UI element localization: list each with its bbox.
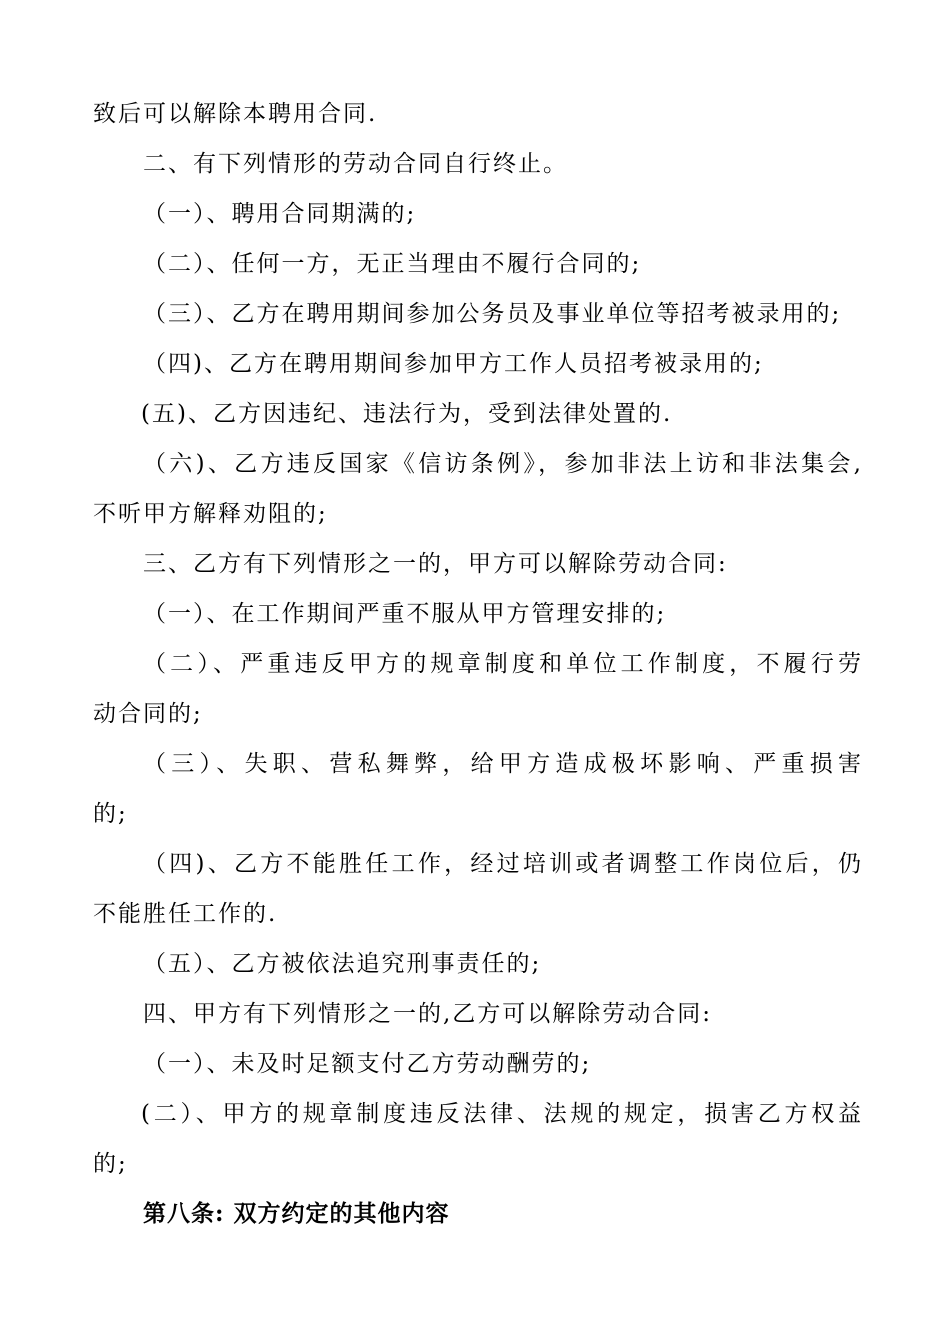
list-item: （三）、失职、营私舞弊，给甲方造成极坏影响、严重损害: [143, 751, 863, 777]
paragraph-line: 致后可以解除本聘用合同.: [93, 101, 378, 127]
list-item-continuation: 不能胜任工作的.: [93, 901, 278, 927]
section-heading-four: 四、甲方有下列情形之一的,乙方可以解除劳动合同:: [143, 1001, 713, 1027]
section-heading-two: 二、有下列情形的劳动合同自行终止。: [143, 151, 568, 177]
list-item: (五)、乙方因违纪、违法行为，受到法律处置的.: [141, 401, 673, 427]
list-item: （四)、乙方不能胜任工作，经过培训或者调整工作岗位后，仍: [143, 851, 863, 877]
list-item-continuation: 不听甲方解释劝阻的;: [93, 501, 328, 527]
list-item-continuation: 动合同的;: [93, 701, 203, 727]
list-item: （三）、乙方在聘用期间参加公务员及事业单位等招考被录用的;: [143, 301, 842, 327]
list-item: （一）、未及时足额支付乙方劳动酬劳的;: [143, 1051, 592, 1077]
document-body: [93, 89, 863, 1239]
list-item-continuation: 的;: [93, 1151, 128, 1177]
article-heading: 第八条: 双方约定的其他内容: [143, 1200, 450, 1227]
list-item: （二）、严重违反甲方的规章制度和单位工作制度，不履行劳: [143, 651, 863, 677]
list-item: (二）、甲方的规章制度违反法律、法规的规定，损害乙方权益: [141, 1101, 863, 1127]
list-item: （二）、任何一方，无正当理由不履行合同的;: [143, 251, 642, 277]
list-item: （一）、聘用合同期满的;: [143, 201, 417, 227]
section-heading-three: 三、乙方有下列情形之一的，甲方可以解除劳动合同:: [143, 551, 728, 577]
list-item: （四)、乙方在聘用期间参加甲方工作人员招考被录用的;: [143, 351, 764, 377]
list-item-continuation: 的;: [93, 801, 128, 827]
list-item: （一）、在工作期间严重不服从甲方管理安排的;: [143, 601, 667, 627]
list-item: （六)、乙方违反国家《信访条例》，参加非法上访和非法集会,: [143, 451, 863, 477]
list-item: （五）、乙方被依法追究刑事责任的;: [143, 951, 542, 977]
